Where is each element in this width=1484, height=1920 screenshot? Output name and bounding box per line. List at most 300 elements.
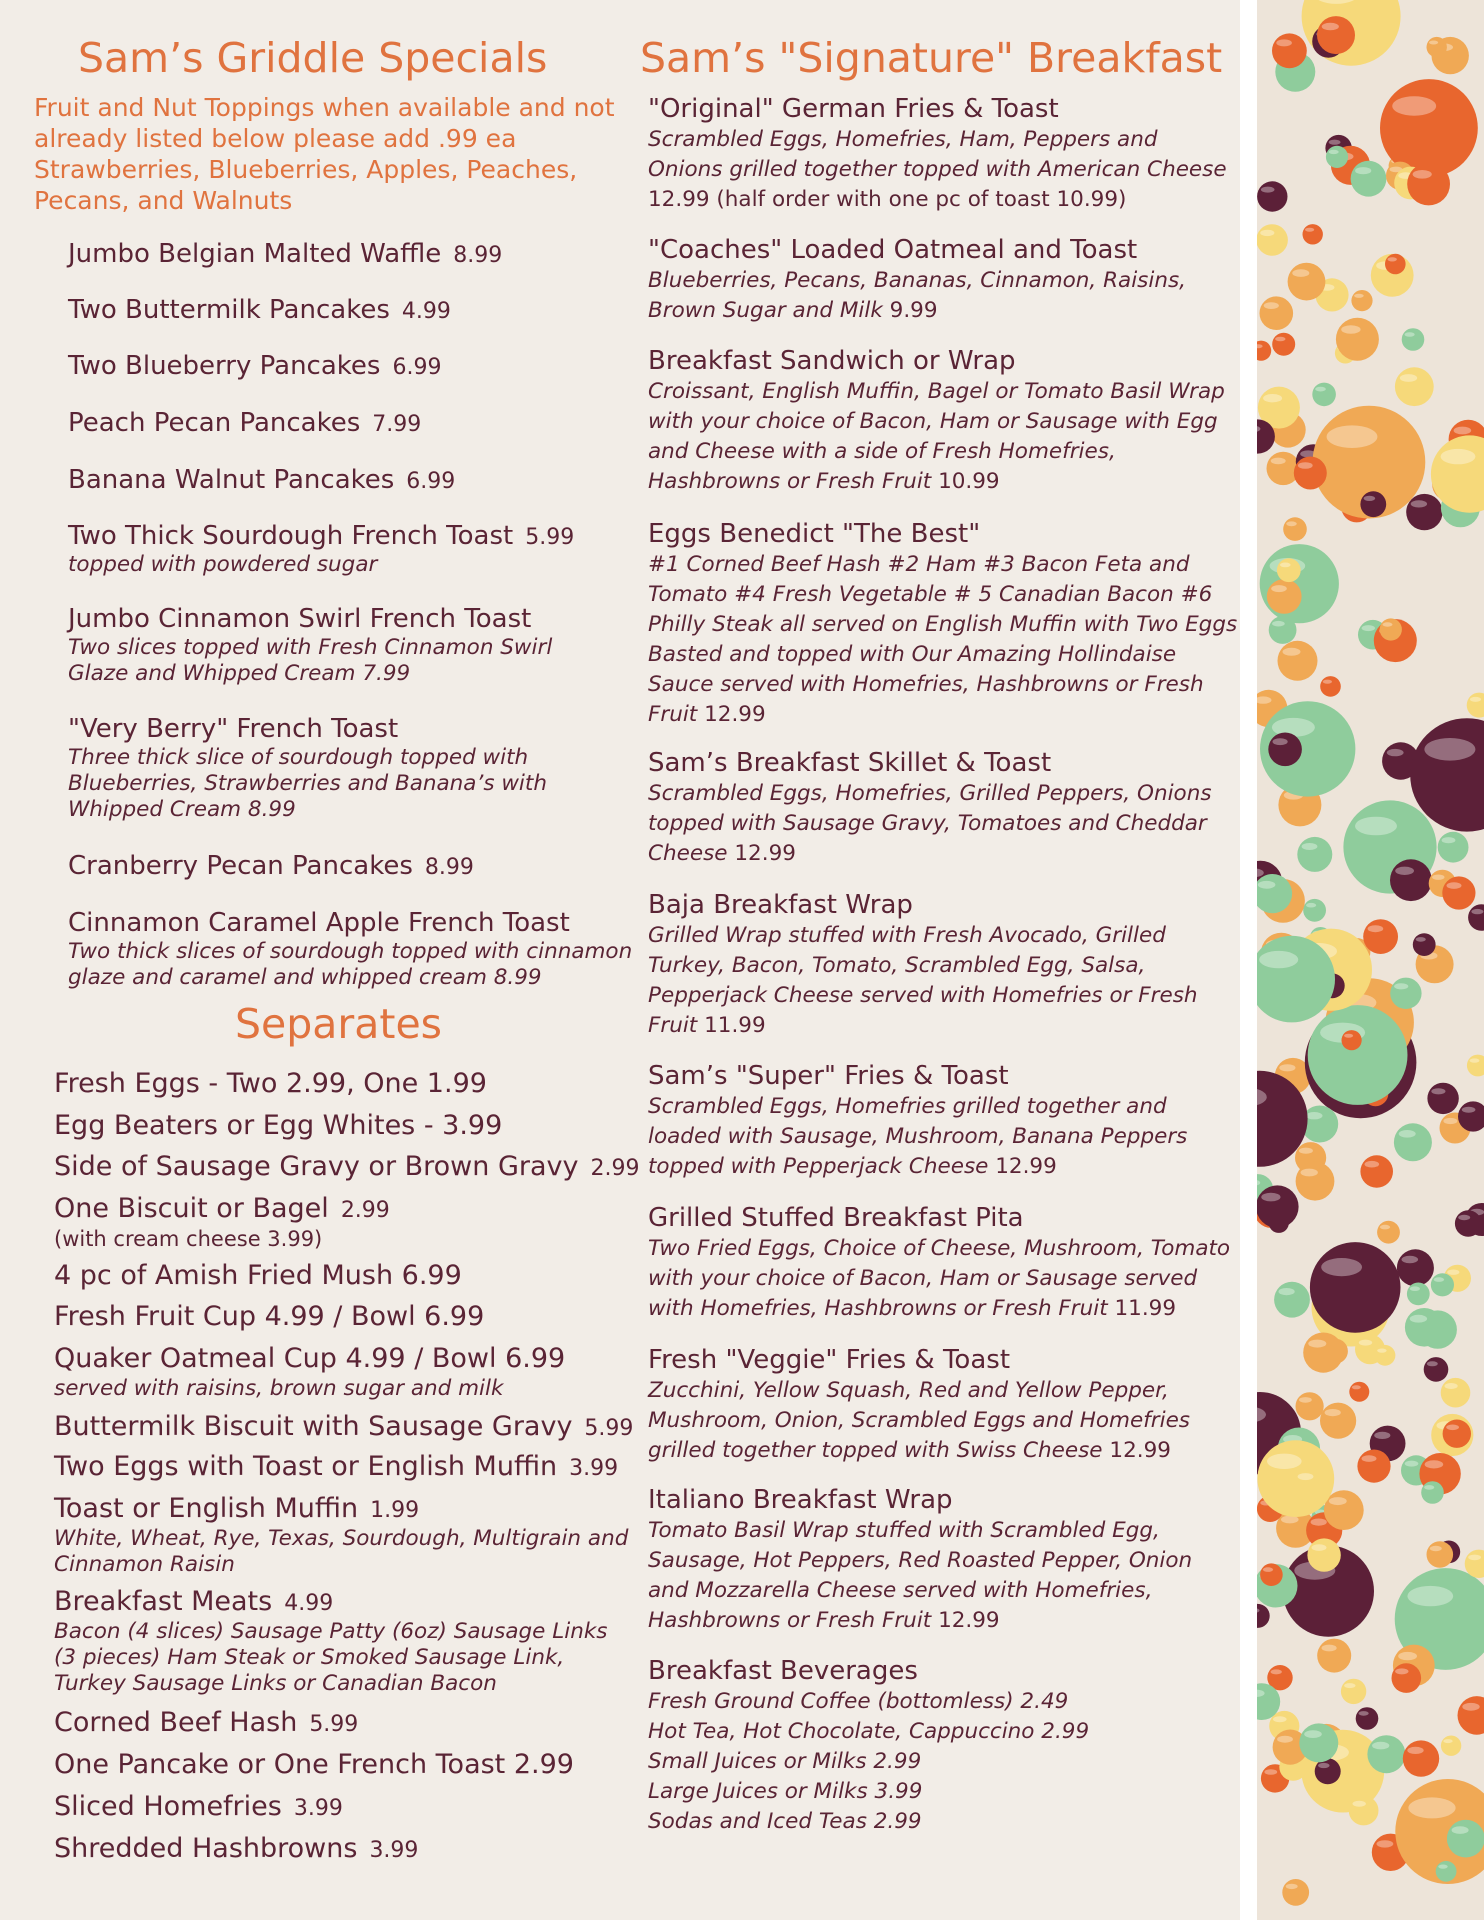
dot-highlight [1362,625,1375,631]
dot-highlight [1304,1730,1322,1738]
item-price: 11.99 [704,1013,766,1038]
decorative-dot [1413,933,1436,956]
item-name: Eggs Benedict "The Best" [648,519,981,549]
item-description: White, Wheat, Rye, Texas, Sourdough, Multigrain and Cinnamon Raisin [54,1526,629,1577]
item-name: Cranberry Pecan Pancakes [68,851,413,881]
dot-highlight [1286,1884,1298,1889]
decorative-dot [1403,1740,1439,1776]
menu-item [54,1300,484,1334]
decorative-dot [1303,224,1323,244]
menu-item [54,1492,674,1578]
item-description [648,921,1238,1041]
menu-item [648,1202,1248,1324]
dot-highlight [1432,875,1444,880]
dot-highlight [1354,294,1364,298]
decorative-dot [1282,1879,1309,1906]
decorative-dot [1260,1563,1283,1586]
item-name: Buttermilk Biscuit with Sausage Gravy [54,1411,573,1442]
decorative-dot [1296,1392,1324,1420]
dot-highlight [1372,1742,1389,1750]
dot-highlight [1383,622,1393,626]
dot-highlight [1327,425,1378,448]
decorative-dot [1297,837,1332,872]
griddle-specials-heading: Sam’s Griddle Specials [78,34,548,82]
dot-highlight [1315,387,1326,392]
item-price: 2.99 [590,1156,640,1181]
menu-item [54,1790,343,1824]
decorative-dot [1395,367,1434,406]
decorative-dot [1299,1723,1338,1762]
dot-highlight [1452,1826,1469,1834]
dot-highlight [1286,521,1297,526]
item-description: Bacon (4 slices) Sausage Patty (6oz) Sausage Links (3 pieces) Ham Steak or Smoked Sausage Link, Turkey Sausage Links or Canadian Bacon [54,1619,608,1696]
dot-highlight [1405,332,1415,337]
item-description-text: Scrambled Eggs, Homefries, Ham, Peppers and Onions grilled together topped with American Cheese [648,127,1227,182]
decorative-dot [1310,1242,1401,1333]
dot-highlight [1365,1161,1380,1168]
item-name: Side of Sausage Gravy or Brown Gravy [54,1151,579,1182]
decorative-dot [1267,579,1302,614]
item-name: Two Blueberry Pancakes [68,351,381,381]
decorative-dot [1356,1707,1379,1730]
item-name: Jumbo Cinnamon Swirl French Toast [68,604,532,634]
menu-item [648,93,1238,215]
menu-item [54,1748,574,1782]
decorative-dot [1443,1420,1471,1448]
dot-highlight [1355,817,1397,836]
menu-item [54,1342,565,1402]
item-price: 8.99 [453,243,503,268]
dot-highlight [1322,1645,1337,1652]
item-name: Two Eggs with Toast or English Muffin [54,1451,558,1482]
dot-highlight [1425,1460,1444,1468]
item-description-text: Tomato Basil Wrap stuffed with Scrambled Egg, Sausage, Hot Peppers, Red Roasted Pepper, Onion and Mozzarella Cheese served with Homefries, Hashbrowns or Fresh Fruit [648,1518,1193,1633]
dot-highlight [1398,1652,1417,1660]
item-description: Three thick slice of sourdough topped with Blueberries, Strawberries and Banana’s with Whipped Cream 8.99 [68,745,547,822]
dot-highlight [1443,1118,1457,1124]
item-price: 4.99 [401,299,451,324]
item-price: 12.99 [1109,1438,1171,1463]
decorative-dot [1407,1283,1430,1306]
item-description-text: Scrambled Eggs, Homefries, Grilled Peppers, Onions topped with Sausage Gravy, Tomatoes and Cheddar Cheese [648,781,1212,866]
item-price: 5.99 [309,1712,359,1737]
decorative-dot [1260,296,1294,330]
decorative-dot [1257,224,1288,256]
item-description [648,1234,1248,1324]
menu-item [68,238,502,270]
menu-item [648,345,1238,497]
decorative-dot [1272,33,1307,68]
decorative-dot [1360,1155,1393,1188]
item-name: "Original" German Fries & Toast [648,94,1059,124]
item-note: (with cream cheese 3.99) [54,1227,323,1251]
decorative-dot [1272,333,1295,356]
menu-item [54,1450,618,1484]
item-price: 12.99 [995,1154,1057,1179]
menu-item [54,1259,462,1293]
item-name: One Biscuit or Bagel [54,1193,329,1224]
dot-highlight [1273,738,1288,745]
item-name: Two Buttermilk Pancakes [68,295,390,325]
dot-highlight [1424,738,1475,761]
item-description [648,550,1238,730]
decorative-dot [1274,1282,1310,1318]
decorative-dot [1402,328,1425,351]
dot-highlight [1374,1432,1390,1439]
dot-highlight [1470,1058,1480,1062]
dot-highlight [1429,41,1438,45]
item-price: 5.99 [584,1416,634,1441]
item-name: 4 pc of Amish Fried Mush 6.99 [54,1260,462,1291]
dot-highlight [1306,1112,1323,1119]
item-description: Two thick slices of sourdough topped with cinnamon glaze and caramel and whipped cream 8.99 [68,939,633,990]
dot-highlight [1442,837,1456,843]
beverage-line: Sodas and Iced Teas 2.99 [648,1809,922,1834]
item-price: 12.99 [938,1608,1000,1633]
dot-highlight [1441,449,1476,464]
dot-highlight [1261,1193,1280,1202]
menu-item [648,1060,1238,1182]
decorative-dot [1427,1541,1454,1568]
dot-highlight [1462,1703,1479,1711]
item-description: Two slices topped with Fresh Cinnamon Swirl Glaze and Whipped Cream 7.99 [68,635,553,686]
menu-item [54,1109,502,1143]
dot-highlight [1318,1763,1330,1768]
dot-highlight [1299,1397,1312,1403]
decorative-dot [1312,383,1336,407]
decorative-dot [1269,616,1297,644]
dot-highlight [1411,500,1427,507]
item-price: 6.99 [392,355,442,380]
menu-item [68,520,628,578]
decorative-dot [1303,899,1326,922]
menu-item [54,1192,390,1252]
dot-highlight [1279,1288,1295,1295]
dot-highlight [1306,903,1316,908]
dot-highlight [1458,1215,1470,1220]
decorative-dot [1293,1467,1328,1502]
item-name: One Pancake or One French Toast 2.99 [54,1749,574,1780]
dot-highlight [1427,1361,1438,1366]
dot-highlight [1276,39,1292,46]
dot-highlight [1355,167,1371,174]
dot-highlight [1400,374,1417,382]
decorative-dot [1377,1221,1400,1244]
dot-highlight [1264,302,1279,309]
item-name: Fresh Eggs - Two 2.99, One 1.99 [54,1068,487,1099]
dot-highlight [1402,1256,1419,1263]
item-name: Quaker Oatmeal Cup 4.99 / Bowl 6.99 [54,1343,566,1374]
dot-highlight [1388,257,1397,261]
dot-highlight [1283,648,1301,656]
decorative-dot [1385,254,1406,275]
menu-item [68,294,451,326]
dot-highlight [1380,1225,1390,1230]
item-price: 1.99 [370,1498,420,1523]
dot-highlight [1305,228,1314,232]
item-price: 8.99 [424,855,474,880]
dot-highlight [1271,1669,1282,1674]
dot-highlight [1298,1473,1314,1480]
item-name: Breakfast Meats [54,1586,273,1617]
dot-highlight [1408,1797,1455,1818]
dot-highlight [1267,1454,1302,1469]
dot-highlight [1321,1258,1362,1276]
dot-highlight [1447,1270,1459,1275]
decorative-dot [1308,1005,1408,1105]
dot-highlight [1258,881,1276,889]
decorative-dot [1349,1796,1379,1826]
menu-item [648,747,1238,869]
dot-highlight [1292,269,1309,277]
menu-item [68,907,658,991]
menu-item [648,889,1238,1041]
decorative-dot [1317,1639,1351,1673]
item-name: Egg Beaters or Egg Whites - 3.99 [54,1110,503,1141]
dot-highlight [1263,1567,1273,1572]
item-name: Cinnamon Caramel Apple French Toast [68,908,570,938]
dot-highlight [1329,150,1339,154]
decorative-dot [1320,676,1341,697]
decorative-dot [1257,181,1287,211]
item-description: topped with powdered sugar [68,552,378,577]
dot-highlight [1407,1586,1453,1606]
decorative-dot [1326,146,1348,168]
item-name: Banana Walnut Pancakes [68,465,395,495]
dot-highlight [1359,1711,1369,1716]
dot-highlight [1259,951,1298,968]
dot-highlight [1438,1865,1447,1869]
decorative-dot [1431,1273,1454,1296]
decorative-dots-border [1257,0,1484,1920]
beverage-line: Fresh Ground Coffee (bottomless) 2.49 [648,1689,1069,1714]
item-price: 2.99 [340,1198,390,1223]
dot-highlight [1311,1519,1327,1526]
item-name: Sam’s "Super" Fries & Toast [648,1061,1009,1091]
item-description-text: Grilled Wrap stuffed with Fresh Avocado, Grilled Turkey, Bacon, Tomato, Scrambled Egg, Salsa, Pepperjack Cheese served with Homefries or Fresh Fruit [648,923,1198,1038]
item-name: Toast or English Muffin [54,1493,359,1524]
menu-item [54,1585,634,1697]
item-description [648,266,1228,326]
dot-highlight [1410,1286,1420,1291]
decorative-dot [1257,1185,1299,1228]
dot-highlight [1359,1340,1372,1346]
item-name: Corned Beef Hash [54,1707,298,1738]
dot-highlight [1308,1340,1326,1348]
dot-highlight [1273,1716,1287,1722]
item-name: Italiano Breakfast Wrap [648,1485,953,1515]
decorative-dot [1397,1249,1434,1286]
item-price: 3.99 [369,1838,419,1863]
dot-highlight [1470,697,1481,702]
menu-item [54,1832,418,1866]
dot-highlight [1301,1169,1318,1177]
toppings-note: Fruit and Nut Toppings when available and not already listed below please add .99 ea Strawberries, Blueberries, Apples, Peaches, Pecans, and Walnuts [34,93,615,215]
dot-highlight [1329,1497,1347,1505]
item-description-text: Scrambled Eggs, Homefries grilled together and loaded with Sausage, Mushroom, Banana Peppers topped with Pepperjack Cheese [648,1094,1188,1179]
dot-highlight [1272,621,1285,627]
beverage-line: Hot Tea, Hot Chocolate, Cappuccino 2.99 [648,1719,1090,1744]
decorative-dot [1288,263,1326,301]
decorative-dot [1278,641,1318,681]
dot-highlight [1341,325,1360,334]
item-price: 3.99 [293,1796,343,1821]
item-name: Shredded Hashbrowns [54,1833,358,1864]
dot-highlight [1413,170,1432,179]
menu-item [68,350,441,382]
dot-highlight [1407,1747,1423,1754]
dot-highlight [1368,925,1384,932]
dot-highlight [1395,1668,1408,1674]
decorative-dot [1336,318,1379,361]
decorative-dot [1390,978,1421,1009]
item-price: 7.99 [372,412,422,437]
item-name: Two Thick Sourdough French Toast [68,521,514,551]
item-description: served with raisins, brown sugar and milk [54,1376,504,1401]
dot-highlight [1275,337,1285,342]
decorative-dot [1392,1663,1422,1693]
decorative-dot [1320,1403,1356,1439]
item-name: Fresh "Veggie" Fries & Toast [648,1345,1011,1375]
item-price: 3.99 [569,1456,619,1481]
decorative-dot [1277,558,1301,582]
decorative-dot [1307,1538,1340,1571]
dots-pattern [1257,0,1484,1920]
item-name: Peach Pecan Pancakes [68,408,361,438]
dot-highlight [1446,1425,1459,1431]
decorative-dot [1441,1736,1461,1756]
dot-highlight [1279,1064,1295,1071]
decorative-dot [1375,1345,1396,1366]
beverages-heading: Breakfast Beverages [648,1656,918,1686]
dot-highlight [1468,1555,1481,1561]
dot-highlight [1394,983,1408,989]
decorative-dot [1427,1083,1458,1114]
item-name: Baja Breakfast Wrap [648,890,913,920]
item-price: 6.99 [406,469,456,494]
decorative-dot [1441,1378,1471,1408]
dot-highlight [1387,749,1404,756]
dot-highlight [1312,1544,1327,1551]
item-description-text: Two Fried Eggs, Choice of Cheese, Mushroom, Tomato with your choice of Bacon, Ham or Sausage served with Homefries, Hashbrowns or Fresh Fruit [648,1236,1231,1321]
decorative-dot [1357,1450,1390,1483]
menu-item [648,234,1228,326]
dot-highlight [1430,1546,1442,1551]
dot-highlight [1352,1385,1361,1389]
item-price: 12.99 [704,702,766,727]
menu-item [648,518,1238,730]
dot-highlight [1416,937,1426,942]
dot-highlight [1443,1739,1452,1743]
dot-highlight [1462,1107,1476,1113]
decorative-dot [1317,16,1355,54]
menu-item [54,1410,633,1444]
menu-item [68,407,421,439]
item-description [648,1376,1238,1466]
dot-highlight [1322,23,1339,31]
item-price: 5.99 [525,525,575,550]
decorative-dot [1406,494,1442,530]
dot-highlight [1264,1769,1277,1775]
item-name: Fresh Fruit Cup 4.99 / Bowl 6.99 [54,1301,485,1332]
decorative-dot [1421,1481,1444,1504]
decorative-dot [1405,1308,1444,1347]
left-column [30,0,640,1920]
right-column [640,0,1240,1920]
decorative-dot [1427,37,1447,57]
dot-highlight [1424,1485,1434,1490]
dot-highlight [1299,1148,1313,1154]
decorative-dot [1349,1382,1369,1402]
beverage-line: Large Juices or Milks 3.99 [648,1779,923,1804]
menu-item [648,1344,1238,1466]
item-description-text: Blueberries, Pecans, Bananas, Cinnamon, Raisins, Brown Sugar and Milk [648,268,1187,323]
item-name: Jumbo Belgian Malted Waffle [68,239,442,269]
item-name: "Very Berry" French Toast [68,714,399,744]
dot-highlight [1395,867,1414,875]
beverage-line: Small Juices or Milks 2.99 [648,1749,922,1774]
separates-heading: Separates [235,1000,443,1048]
dot-highlight [1447,882,1462,889]
item-price: 9.99 [889,298,938,323]
dot-highlight [1260,230,1274,236]
decorative-dot [1455,1210,1482,1237]
dot-highlight [1410,1315,1427,1323]
beverages-section [648,1655,1238,1837]
menu-item [68,850,474,882]
item-description [648,125,1238,215]
border-stripe [1240,0,1258,1920]
decorative-dot [1380,618,1402,640]
dot-highlight [1277,1736,1293,1743]
dot-highlight [1445,1383,1458,1389]
dot-highlight [1298,462,1313,469]
item-price: 12.99 (half order with one pc of toast 10.99) [648,187,1127,212]
item-description [648,377,1238,497]
dot-highlight [1392,96,1436,116]
item-name: Breakfast Sandwich or Wrap [648,346,1016,376]
dot-highlight [1323,680,1332,684]
decorative-dot [1342,1030,1362,1050]
decorative-dot [1407,163,1450,206]
item-description [648,779,1238,869]
dot-highlight [1454,427,1472,435]
decorative-dot [1283,517,1307,541]
dot-highlight [1271,458,1286,465]
item-name: Grilled Stuffed Breakfast Pita [648,1203,1024,1233]
item-description [648,1516,1238,1636]
item-name: Sliced Homefries [54,1791,282,1822]
dot-highlight [1377,1840,1394,1847]
decorative-dot [1360,491,1386,517]
decorative-dot [1436,1861,1457,1882]
menu-item [54,1706,358,1740]
decorative-dot [1296,1162,1335,1201]
menu-item [68,603,598,687]
dot-highlight [1471,909,1483,914]
menu-item [648,1484,1238,1636]
decorative-dot [1303,1333,1343,1373]
dot-highlight [1353,1801,1366,1807]
item-price: 10.99 [938,469,1000,494]
dot-highlight [1364,496,1376,501]
menu-item [54,1150,639,1184]
decorative-dot [1351,290,1372,311]
item-price: 11.99 [1114,1296,1177,1321]
decorative-dot [1390,859,1432,901]
dot-highlight [1280,563,1291,568]
signature-breakfast-heading: Sam’s "Signature" Breakfast [640,34,1223,82]
